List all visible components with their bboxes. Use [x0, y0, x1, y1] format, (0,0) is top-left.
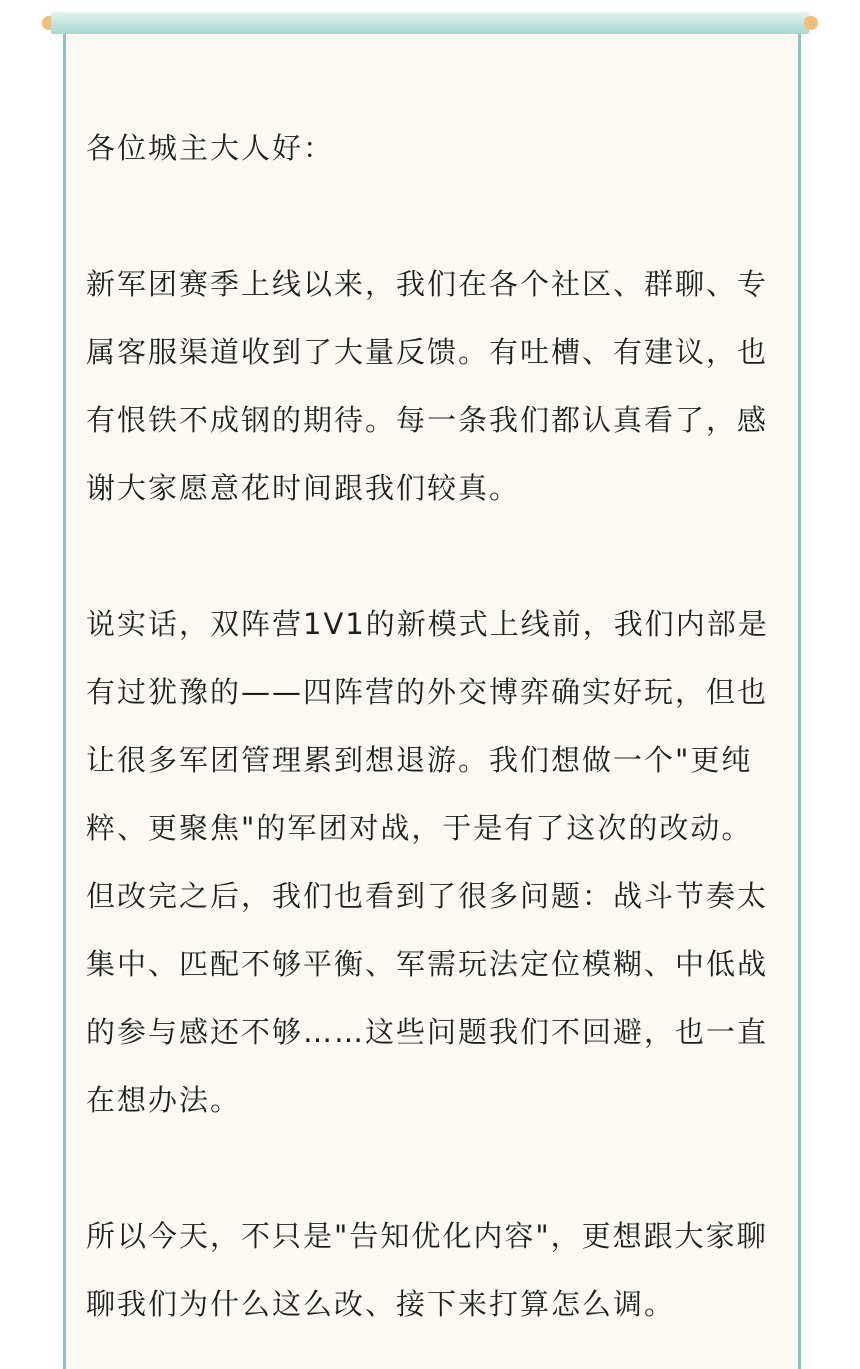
scroll-rod-bar: [51, 12, 809, 34]
scroll-top-rod: [42, 12, 818, 34]
paragraph-explanation: 说实话，双阵营1V1的新模式上线前，我们内部是有过犹豫的——四阵营的外交博弈确实好玩，但也让很多军团管理累到想退游。我们想做一个"更纯粹、更聚焦"的军团对战，于是有了这次的改动。但改完之后，我们也看到了很多问题：战斗节奏太集中、匹配不够平衡、军需玩法定位模糊、中低战的参与感还不够……这些问题我们不回避，也一直在想办法。: [86, 607, 769, 1117]
scroll-cap-right: [804, 16, 818, 30]
paragraph-intent: 所以今天，不只是"告知优化内容"，更想跟大家聊聊我们为什么这么改、接下来打算怎么调。: [86, 1219, 768, 1321]
paragraph-feedback: 新军团赛季上线以来，我们在各个社区、群聊、专属客服渠道收到了大量反馈。有吐槽、有建议，也有恨铁不成钢的期待。每一条我们都认真看了，感谢大家愿意花时间跟我们较真。: [86, 267, 769, 505]
greeting: 各位城主大人好：: [86, 131, 335, 165]
